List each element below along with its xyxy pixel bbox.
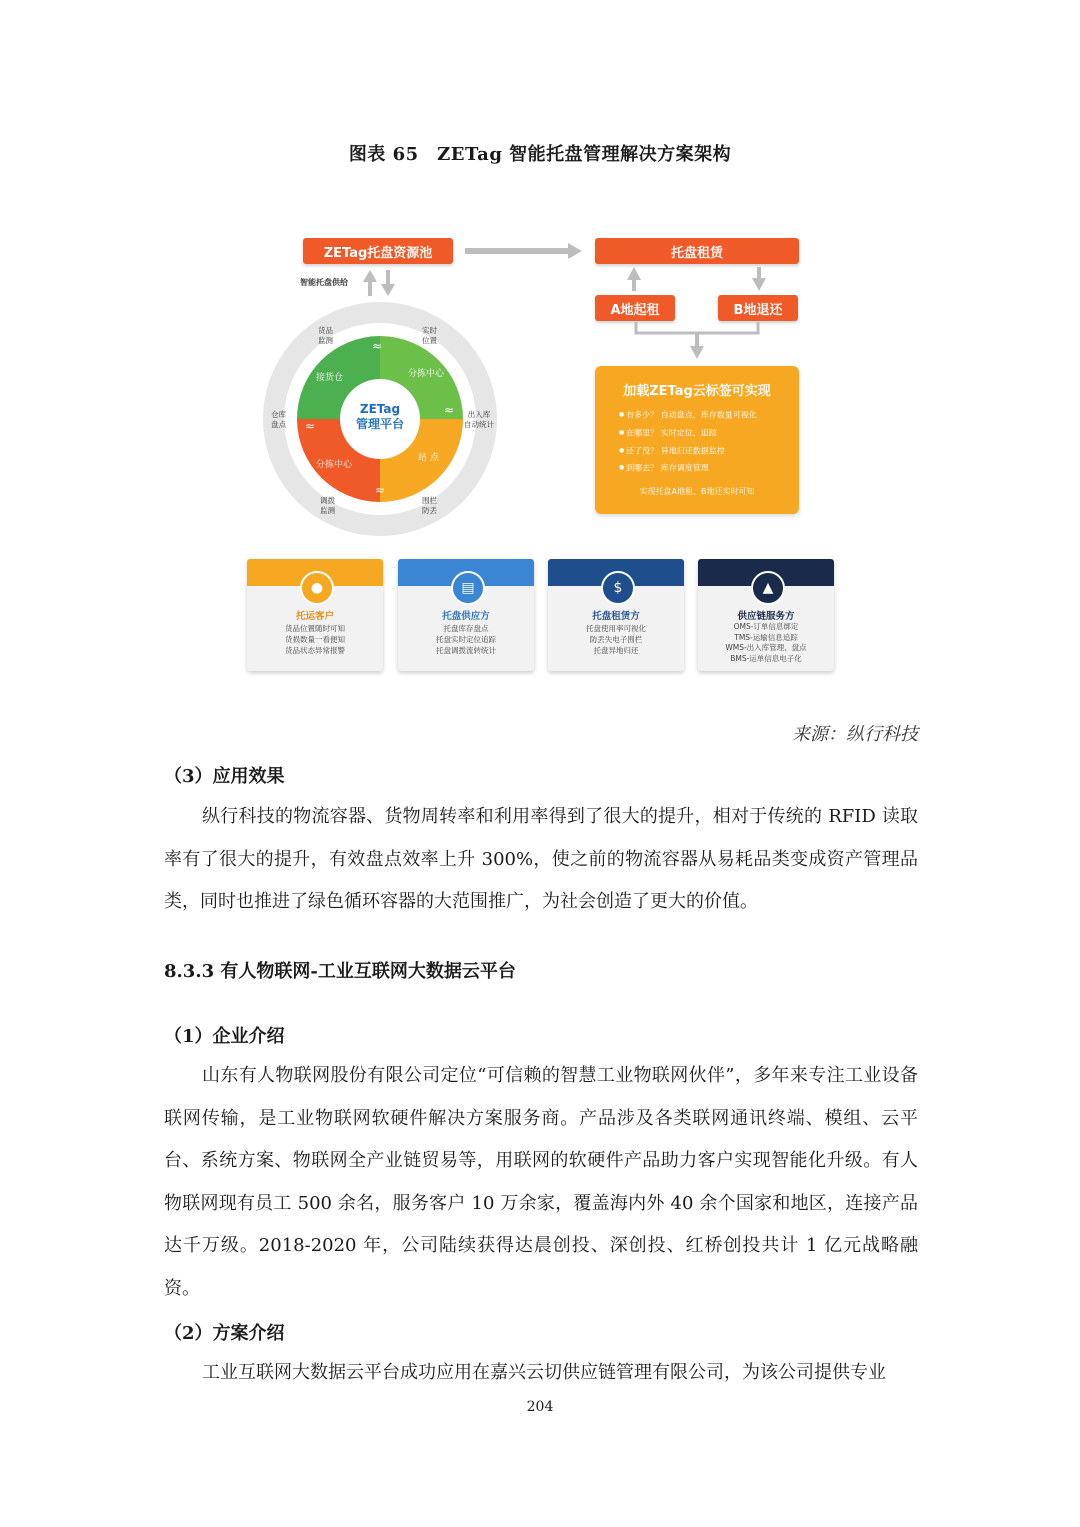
capability-item: ● 在哪里？ 实时定位、追踪: [619, 424, 757, 442]
card-line: 托盘使用率可视化: [586, 624, 646, 633]
network-icon: ▲: [751, 571, 785, 605]
center-line1: ZETag: [359, 402, 401, 416]
center-line2: 管理平台: [355, 417, 404, 431]
card-lines: [247, 623, 383, 656]
card-line: 托盘库存盘点: [443, 624, 489, 633]
paragraph-intro: 山东有人物联网股份有限公司定位“可信赖的智慧工业物联网伙伴”，多年来专注工业设备联网传输，是工业物联网软硬件解决方案服务商。产品涉及各类联网通讯终端、模组、云平台、系统方案、物联网全产业链贸易等，用联网的软硬件产品助力客户实现智能化升级。有人物联网现有员工 500 余名，服务客户 10 万余家，覆盖海内外 40 余个国家和地区，连接产品达千万级。2018-2020 年，公司陆续获得达晨创投、深创投、红桥创投共计 1 亿元战略融资。: [164, 1065, 918, 1299]
outer-label-stocktake: 仓库 盘点: [271, 410, 286, 429]
outer-label-transfer-monitor: 调拨 监测: [320, 496, 335, 515]
diagram-arrows: [0, 0, 1080, 700]
figure-title: 图表 65 ZETag 智能托盘管理解决方案架构: [348, 144, 732, 165]
pool-box: ZETag托盘资源池: [303, 238, 453, 264]
capability-title: 加载ZETag云标签可实现: [623, 384, 771, 399]
card-pallet-lessee: [548, 559, 684, 671]
outer-label-realtime-position: 实时 位置: [422, 326, 437, 345]
capability-footer: 实现托盘A地租、B地还实时可知: [639, 487, 755, 496]
heading-plan: （2）方案介绍: [164, 1323, 285, 1344]
capability-item: ● 有多少？ 自动盘点、库存数量可视化: [619, 406, 757, 424]
paragraph-effect: 纵行科技的物流容器、货物周转率和利用率得到了很大的提升，相对于传统的 RFID 读取率有了很大的提升，有效盘点效率上升 300%，使之前的物流容器从易耗品类变成资产管理品类，同时也推进了绿色循环容器的大范围推广，为社会创造了更大的价值。: [164, 806, 918, 912]
card-line: 托盘实时定位追踪: [436, 635, 496, 644]
heading-effect: （3）应用效果: [164, 766, 285, 787]
outer-label-fence: 围栏 防丢: [422, 496, 437, 515]
card-line: 货品状态异常报警: [285, 646, 345, 655]
lease-box: 托盘租赁: [595, 238, 799, 264]
card-line: 托盘调拨流转统计: [436, 646, 496, 655]
figure-source: 来源：纵行科技: [792, 724, 918, 745]
card-line: 货品位置随时可知: [285, 624, 345, 633]
capability-list: [619, 406, 757, 477]
svg-text:≈: ≈: [444, 403, 455, 417]
svg-text:≈: ≈: [372, 339, 383, 353]
card-lines: [698, 622, 834, 664]
card-title: 托盘租赁方: [592, 611, 640, 622]
money-hand-icon: $: [601, 571, 635, 605]
segment-sorting-bottom: 分拣中心: [316, 460, 353, 470]
segment-station: 站 点: [418, 453, 439, 463]
svg-text:≈: ≈: [375, 483, 386, 497]
segment-sorting-top: 分拣中心: [408, 369, 445, 379]
card-lines: [398, 623, 534, 656]
pallet-icon: ▤: [451, 571, 485, 605]
section-heading: 8.3.3 有人物联网-工业互联网大数据云平台: [164, 961, 516, 982]
outer-label-inout-stats: 出入库 自动统计: [464, 410, 494, 429]
card-title: 托运客户: [295, 611, 334, 622]
card-line: 货损数量一看便知: [285, 635, 345, 644]
card-line: OMS-订单信息绑定: [733, 622, 799, 631]
person-icon: ●: [300, 571, 334, 605]
card-title: 托盘供应方: [442, 611, 490, 622]
svg-text:≈: ≈: [305, 419, 316, 433]
page-number: 204: [526, 1399, 554, 1415]
heading-intro: （1）企业介绍: [164, 1026, 285, 1047]
a-start-box: A地起租: [595, 295, 675, 321]
capability-item: ● 到哪去？ 库存调度管理: [619, 459, 757, 477]
card-line: 托盘异地归还: [593, 646, 639, 655]
zetag-capability-box: [595, 366, 799, 514]
card-line: BMS-运单信息电子化: [730, 653, 802, 663]
card-line: TMS-运输信息追踪: [734, 632, 798, 642]
platform-center: [340, 402, 420, 432]
paragraph-plan: 工业互联网大数据云平台成功应用在嘉兴云切供应链管理有限公司，为该公司提供专业: [202, 1362, 886, 1383]
capability-item: ● 还了没？ 异地归还数据监控: [619, 442, 757, 460]
card-line: 防丢失电子围栏: [589, 635, 643, 644]
card-title: 供应链服务方: [737, 611, 795, 622]
outer-label-goods-monitor: 货品 监测: [318, 326, 333, 345]
segment-receiving: 接货仓: [316, 373, 344, 383]
b-return-box: B地退还: [718, 295, 798, 321]
card-line: WMS-出入库管理、盘点: [725, 643, 807, 652]
card-lines: [548, 623, 684, 656]
card-supply-chain: [698, 559, 834, 671]
card-shipper: [247, 559, 383, 671]
card-pallet-supplier: [398, 559, 534, 671]
supply-label: 智能托盘供给: [300, 278, 348, 287]
